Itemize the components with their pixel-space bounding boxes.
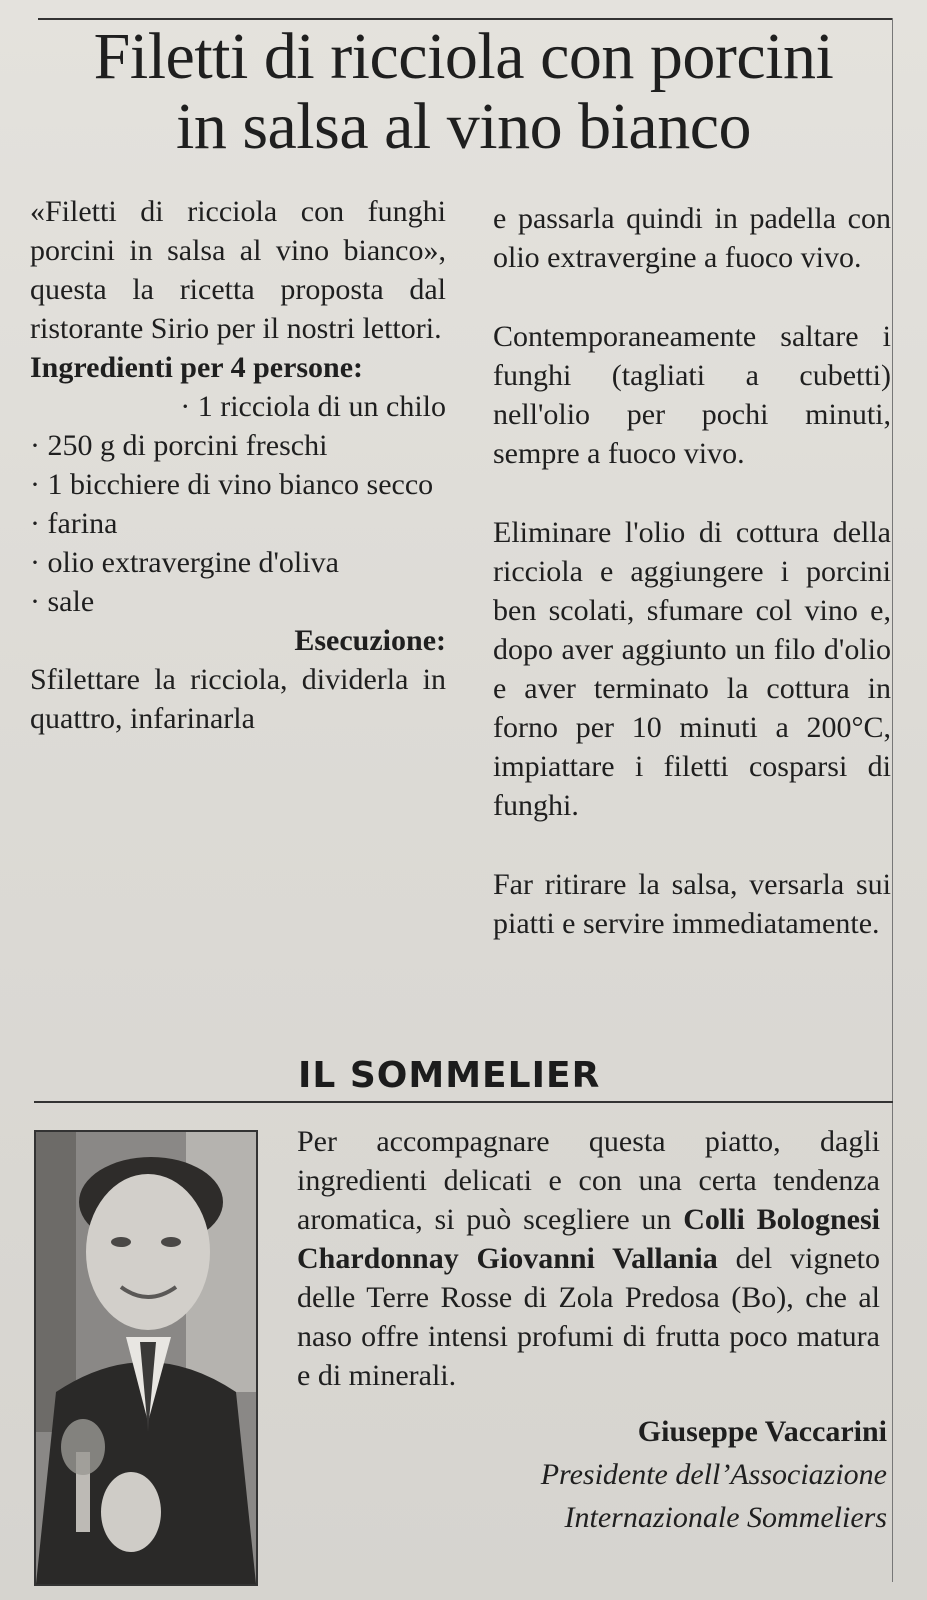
execution-paragraph-1: Sfilettare la ricciola, dividerla in quattro, infarinarla <box>30 663 446 735</box>
ingredient-item: · sale <box>30 585 95 618</box>
sommelier-name: Giuseppe Vaccarini <box>637 1415 887 1448</box>
ingredient-item: · olio extravergine d'oliva <box>30 546 339 579</box>
article-title <box>20 22 907 162</box>
ingredients-title: Ingredienti per 4 persone: <box>30 351 364 384</box>
ingredient-item: · 1 bicchiere di vino bianco secco <box>30 468 434 501</box>
ingredient-item: · farina <box>30 507 118 540</box>
execution-title: Esecuzione: <box>294 624 446 657</box>
sommelier-text <box>297 1122 880 1395</box>
signature-block <box>327 1410 887 1539</box>
ingredient-item: · 250 g di porcini freschi <box>30 429 328 462</box>
right-column <box>493 199 891 943</box>
sommelier-role-line-2: Internazionale Sommeliers <box>564 1501 887 1534</box>
title-line-1: Filetti di ricciola con porcini <box>93 20 834 93</box>
portrait-illustration <box>36 1132 256 1584</box>
sommelier-rule <box>34 1101 893 1103</box>
title-line-2: in salsa al vino bianco <box>175 90 752 163</box>
execution-paragraph-1-cont: e passarla quindi in padella con olio extravergine a fuoco vivo. <box>493 202 891 274</box>
sommelier-text-before: Per accompagnare questa piatto, dagli ingredienti delicati e con una certa tendenza aromatica, si può scegliere un <box>297 1125 880 1236</box>
execution-paragraph-3: Eliminare l'olio di cottura della ricciola e aggiungere i porcini ben scolati, sfumare col vino e, dopo aver aggiunto un filo d'olio e aver terminato la cottura in forno per 10 minuti a 200°C, impiattare i filetti cosparsi di funghi. <box>493 516 891 822</box>
execution-paragraph-4: Far ritirare la salsa, versarla sui piatti e servire immediatamente. <box>493 868 891 940</box>
sommelier-heading: IL SOMMELIER <box>298 1055 601 1096</box>
sommelier-portrait-photo <box>34 1130 258 1586</box>
ingredient-item: · 1 ricciola di un chilo <box>180 390 446 423</box>
intro-paragraph: «Filetti di ricciola con funghi porcini in salsa al vino bianco», questa la ricetta proposta dal ristorante Sirio per il nostri lettori. <box>30 195 446 345</box>
column-border <box>892 18 893 1582</box>
wine-name: Colli Bolognesi Chardonnay Giovanni Vallania <box>297 1203 880 1275</box>
sommelier-text-after: del vigneto delle Terre Rosse di Zola Predosa (Bo), che al naso offre intensi profumi di frutta poco matura e di minerali. <box>297 1242 881 1392</box>
execution-paragraph-2: Contemporaneamente saltare i funghi (tagliati a cubetti) nell'olio per pochi minuti, sempre a fuoco vivo. <box>493 320 891 470</box>
left-column <box>30 192 446 738</box>
sommelier-role-line-1: Presidente dell’Associazione <box>540 1458 887 1491</box>
